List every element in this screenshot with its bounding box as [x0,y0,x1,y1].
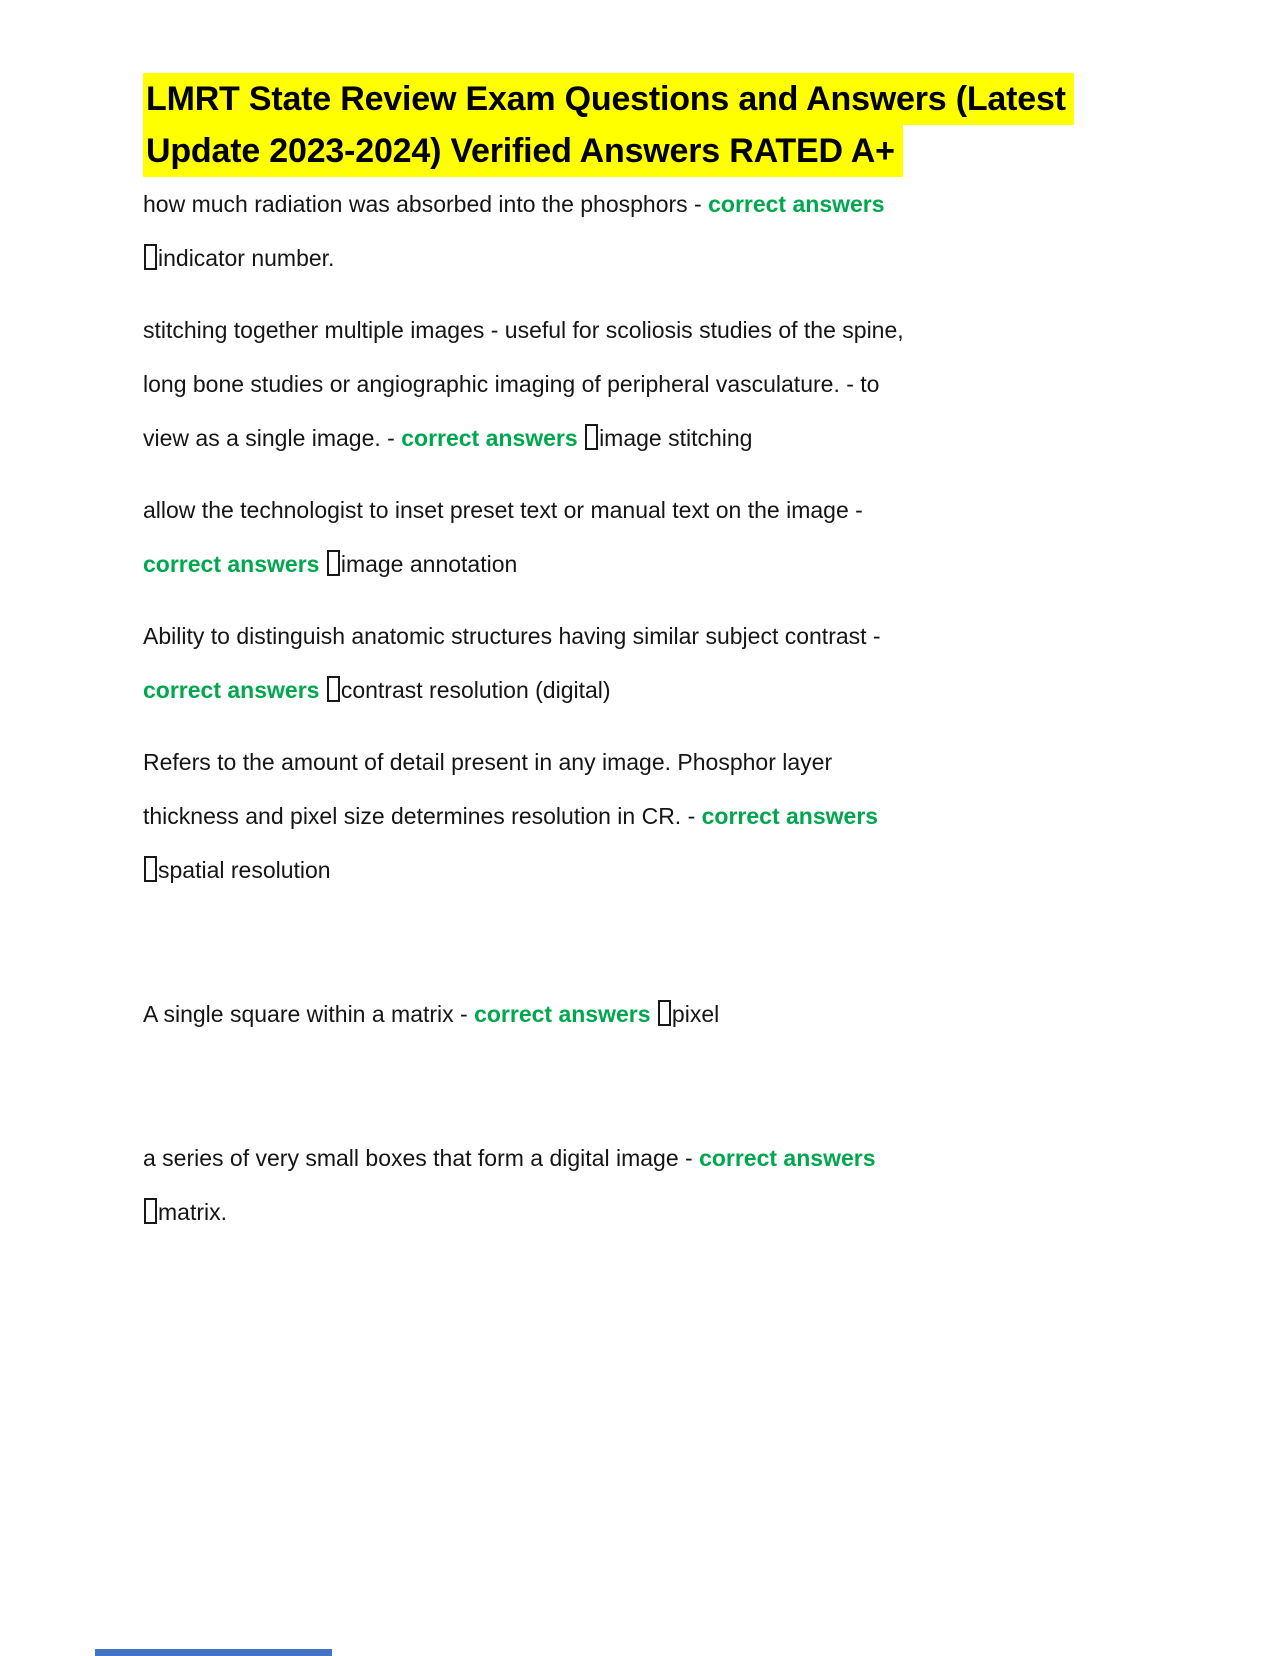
question-answer-text: spatial resolution [158,857,331,883]
missing-glyph-box [658,1000,671,1026]
highlighted-title-line-2: Update 2023-2024) Verified Answers RATED A+ [143,125,903,177]
question-answer-text: stitching together multiple images - useful for scoliosis studies of the spine, [143,317,904,343]
correct-answers-label: correct answers [474,1001,651,1027]
missing-glyph-box [144,1198,157,1224]
correct-answers-label: correct answers [708,191,885,217]
question-answer-text [651,1001,657,1027]
question-answer-text: allow the technologist to inset preset text or manual text on the image - [143,497,863,523]
missing-glyph-box [144,244,157,270]
highlighted-title-line-1: LMRT State Review Exam Questions and Answers (Latest [143,73,1074,125]
question-answer-text: A single square within a matrix - [143,1001,475,1027]
qa-paragraph [143,735,1083,897]
correct-answers-label: correct answers [143,677,320,703]
question-answer-text: image annotation [340,551,518,577]
document-title [143,73,1083,177]
correct-answers-label: correct answers [699,1145,876,1171]
question-answer-text: how much radiation was absorbed into the phosphors - [143,191,709,217]
footer-accent-bar [95,1649,332,1656]
qa-paragraph [143,1131,1083,1239]
question-answer-text [319,677,325,703]
question-answer-text: image stitching [599,425,753,451]
question-answer-text [578,425,584,451]
question-answer-text: contrast resolution (digital) [340,677,611,703]
question-answer-text: long bone studies or angiographic imaging of peripheral vasculature. - to [143,371,880,397]
blank-line [143,915,1083,969]
question-answer-text: thickness and pixel size determines resolution in CR. - [143,803,702,829]
missing-glyph-box [327,676,340,702]
document-body [143,177,1083,1239]
page-content [143,73,1083,1257]
correct-answers-label: correct answers [701,803,879,829]
qa-paragraph [143,609,1083,717]
qa-paragraph [143,303,1083,465]
question-answer-text: Ability to distinguish anatomic structures having similar subject contrast - [143,623,881,649]
missing-glyph-box [327,550,340,576]
question-answer-text: a series of very small boxes that form a digital image - [143,1145,700,1171]
qa-paragraph [143,177,1083,285]
question-answer-text [319,551,325,577]
question-answer-text: pixel [671,1001,720,1027]
qa-paragraph [143,987,1083,1041]
blank-line [143,1059,1083,1113]
correct-answers-label: correct answers [401,425,578,451]
question-answer-text: view as a single image. - [143,425,402,451]
question-answer-text: matrix. [158,1199,227,1225]
qa-paragraph [143,483,1083,591]
missing-glyph-box [144,856,157,882]
question-answer-text: indicator number. [158,245,335,271]
correct-answers-label: correct answers [143,551,320,577]
question-answer-text: Refers to the amount of detail present in any image. Phosphor layer [143,749,833,775]
missing-glyph-box [585,424,598,450]
